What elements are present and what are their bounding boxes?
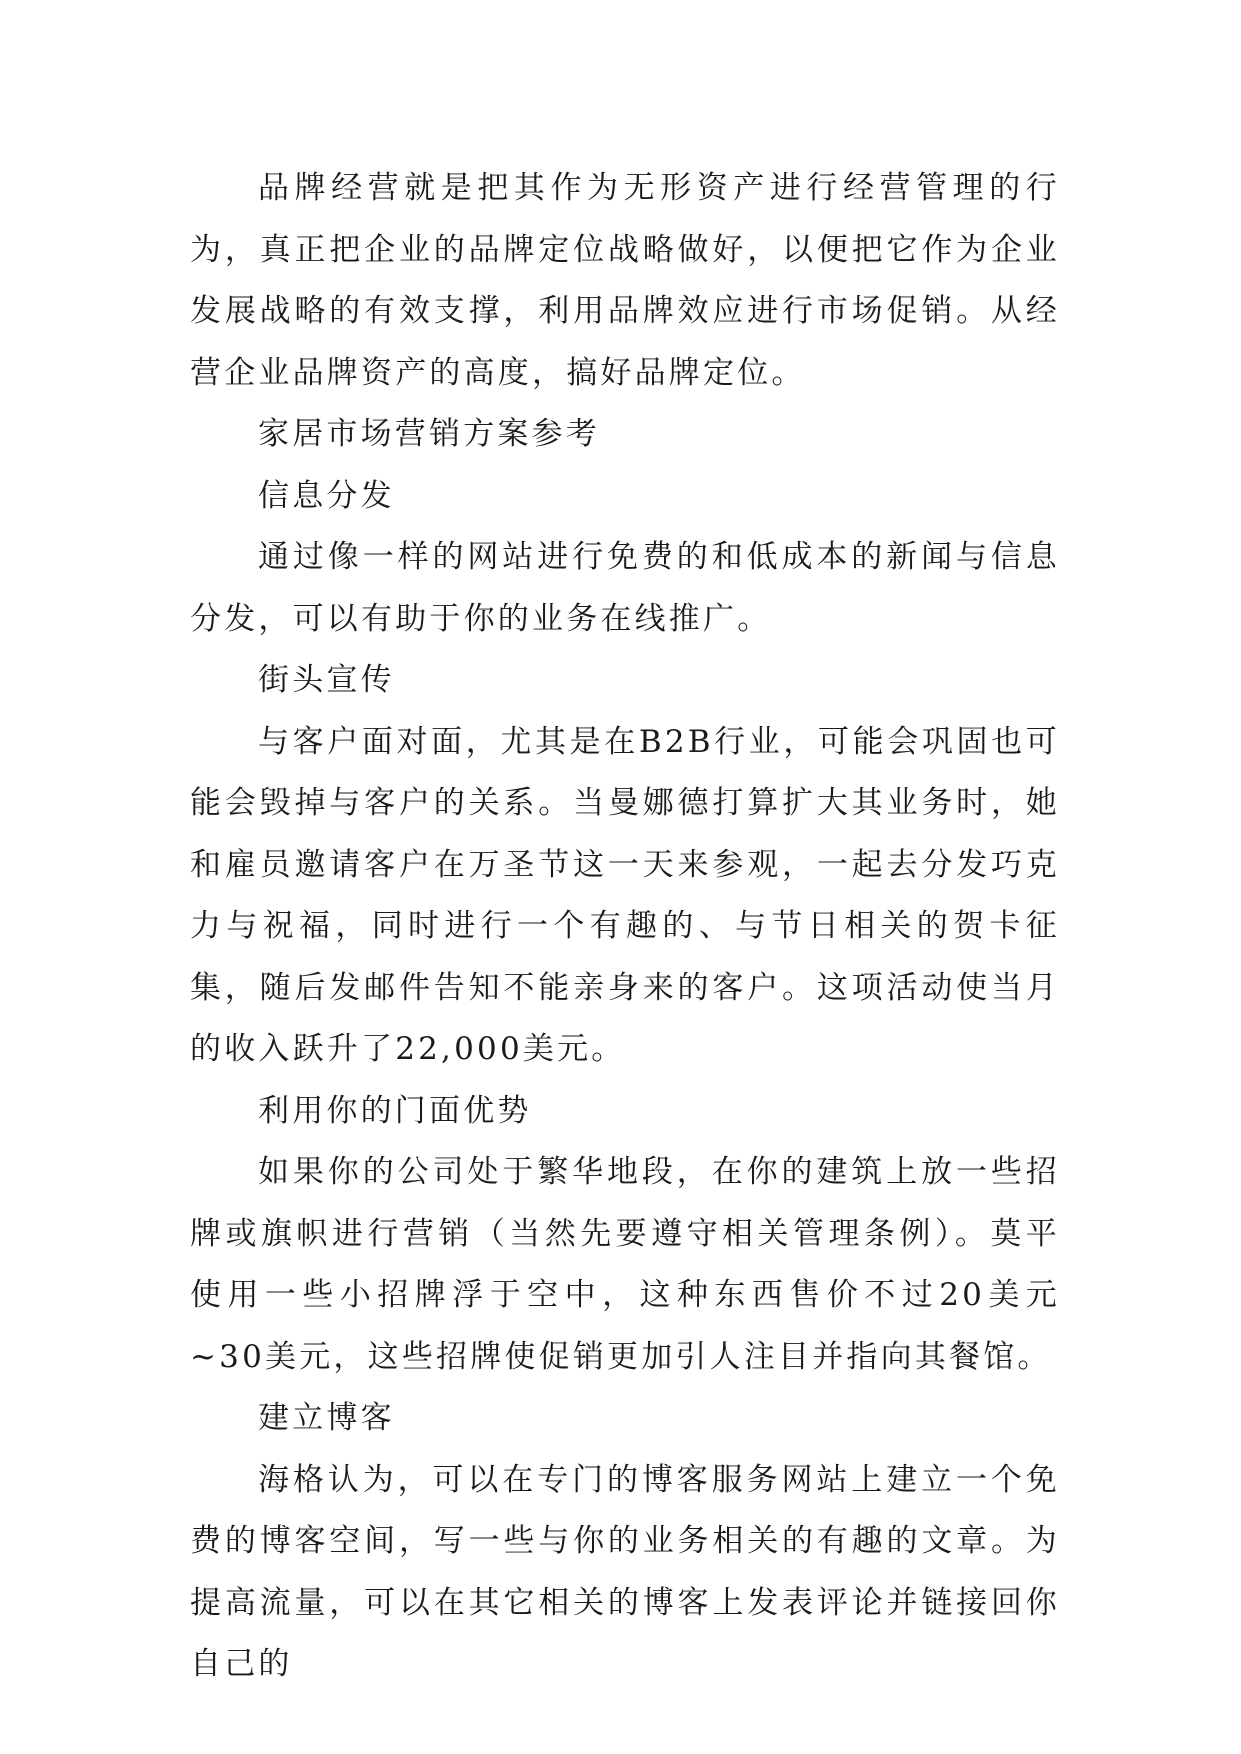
document-body (190, 158, 1060, 1696)
paragraph-build-blog: 海格认为，可以在专门的博客服务网站上建立一个免费的博客空间，写一些与你的业务相关的有趣的文章。为提高流量，可以在其它相关的博客上发表评论并链接回你自己的 (190, 1461, 1060, 1682)
heading-home-marketing-plan: 家居市场营销方案参考 (258, 416, 600, 452)
heading-build-blog: 建立博客 (258, 1400, 395, 1436)
heading-info-distribution: 信息分发 (258, 477, 395, 514)
paragraph-street-promotion: 与客户面对面，尤其是在B2B行业，可能会巩固也可能会毁掉与客户的关系。当曼娜德打算扩大其业务时，她和雇员邀请客户在万圣节这一天来参观，一起去分发巧克力与祝福，同时进行一个有趣的、与节日相关的贺卡征集，随后发邮件告知不能亲身来的客户。这项活动使当月的收入跃升了22,000美元。 (190, 723, 1060, 1067)
heading-storefront-advantage: 利用你的门面优势 (258, 1092, 532, 1129)
paragraph-storefront-advantage: 如果你的公司处于繁华地段，在你的建筑上放一些招牌或旗帜进行营销（当然先要遵守相关管理条例）。莫平使用一些小招牌浮于空中，这种东西售价不过20美元~30美元，这些招牌使促销更加引人注目并指向其餐馆。 (190, 1154, 1060, 1375)
heading-street-promotion: 街头宣传 (258, 662, 395, 698)
paragraph-brand-management: 品牌经营就是把其作为无形资产进行经营管理的行为，真正把企业的品牌定位战略做好，以便把它作为企业发展战略的有效支撑，利用品牌效应进行市场促销。从经营企业品牌资产的高度，搞好品牌定位。 (190, 170, 1060, 391)
paragraph-info-distribution: 通过像一样的网站进行免费的和低成本的新闻与信息分发，可以有助于你的业务在线推广。 (190, 539, 1060, 637)
